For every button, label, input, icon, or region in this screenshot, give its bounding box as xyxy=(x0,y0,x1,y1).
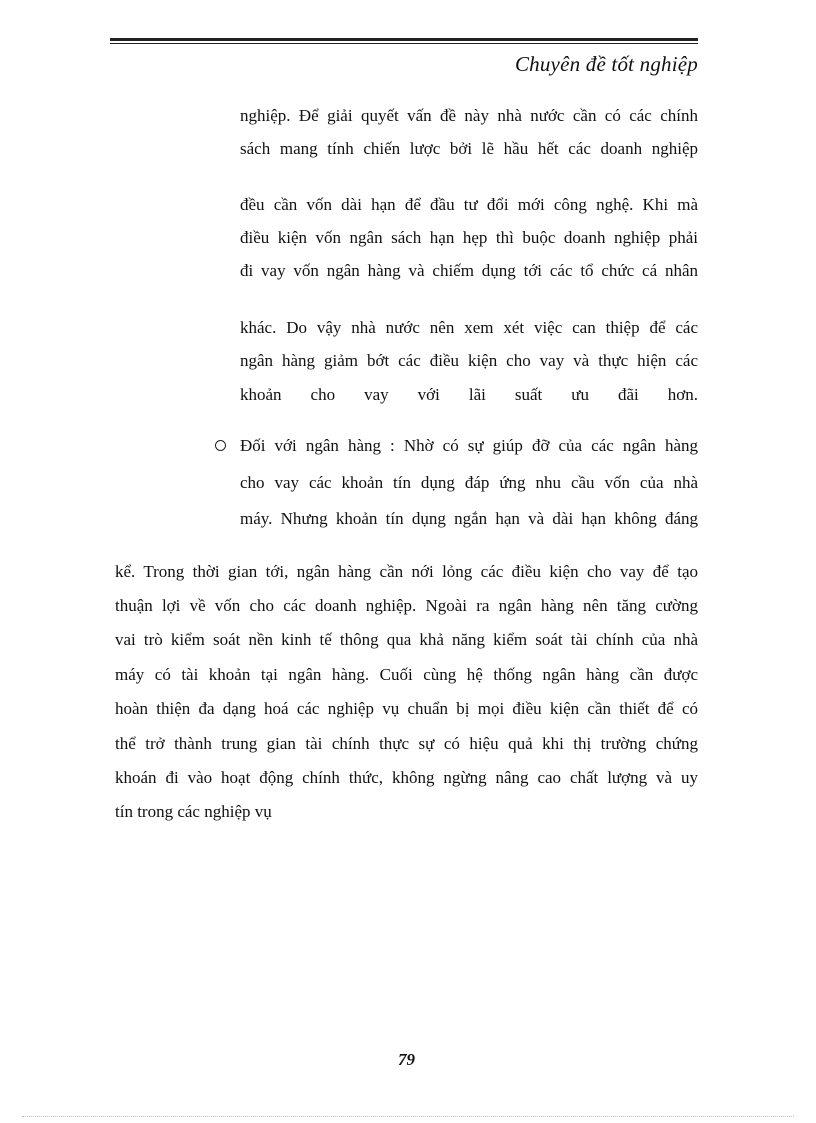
page-bottom-border xyxy=(22,1116,794,1117)
text-line: ngân hàng giảm bớt các điều kiện cho vay và thực hiện các xyxy=(240,351,698,370)
text-line-last: tín trong các nghiệp vụ xyxy=(115,802,272,821)
text-line: sách mang tính chiến lược bởi lẽ hầu hết các doanh nghiệp xyxy=(240,139,698,158)
page-number: 79 xyxy=(398,1050,415,1069)
bullet-text-line: máy. Nhưng khoản tín dụng ngắn hạn và dài hạn không đáng xyxy=(240,509,698,528)
bullet-circle-icon xyxy=(215,440,226,451)
text-line: hoàn thiện đa dạng hoá các nghiệp vụ chuẩn bị mọi điều kiện cần thiết để có xyxy=(115,699,698,718)
bullet-text-line: cho vay các khoản tín dụng đáp ứng nhu cầu vốn của nhà xyxy=(240,473,698,492)
header-title: Chuyên đề tốt nghiệp xyxy=(514,52,698,76)
text-line: đi vay vốn ngân hàng và chiếm dụng tới các tổ chức cá nhân xyxy=(240,261,698,280)
text-line: thuận lợi về vốn cho các doanh nghiệp. Ngoài ra ngân hàng nên tăng cường xyxy=(115,596,698,615)
text-line: vai trò kiểm soát nền kinh tế thông qua khả năng kiểm soát tài chính của nhà xyxy=(115,630,698,649)
text-line: thể trở thành trung gian tài chính thực sự có hiệu quả khi thị trường chứng xyxy=(115,734,698,753)
text-line: máy có tài khoản tại ngân hàng. Cuối cùng hệ thống ngân hàng cần được xyxy=(115,665,698,684)
text-line: khoản cho vay với lãi suất ưu đãi hơn. xyxy=(240,385,698,404)
header-rule xyxy=(110,38,698,44)
text-line: nghiệp. Để giải quyết vấn đề này nhà nước cần có các chính xyxy=(240,106,698,125)
text-line: đều cần vốn dài hạn để đầu tư đổi mới công nghệ. Khi mà xyxy=(240,195,698,214)
text-line: điều kiện vốn ngân sách hạn hẹp thì buộc doanh nghiệp phải xyxy=(240,228,698,247)
text-line: khác. Do vậy nhà nước nên xem xét việc can thiệp để các xyxy=(240,318,698,337)
text-line: kể. Trong thời gian tới, ngân hàng cần nới lỏng các điều kiện cho vay để tạo xyxy=(115,562,698,581)
text-line: khoán đi vào hoạt động chính thức, không ngừng nâng cao chất lượng và uy xyxy=(115,768,698,787)
bullet-text-line: Đối với ngân hàng : Nhờ có sự giúp đỡ của các ngân hàng xyxy=(240,436,698,455)
